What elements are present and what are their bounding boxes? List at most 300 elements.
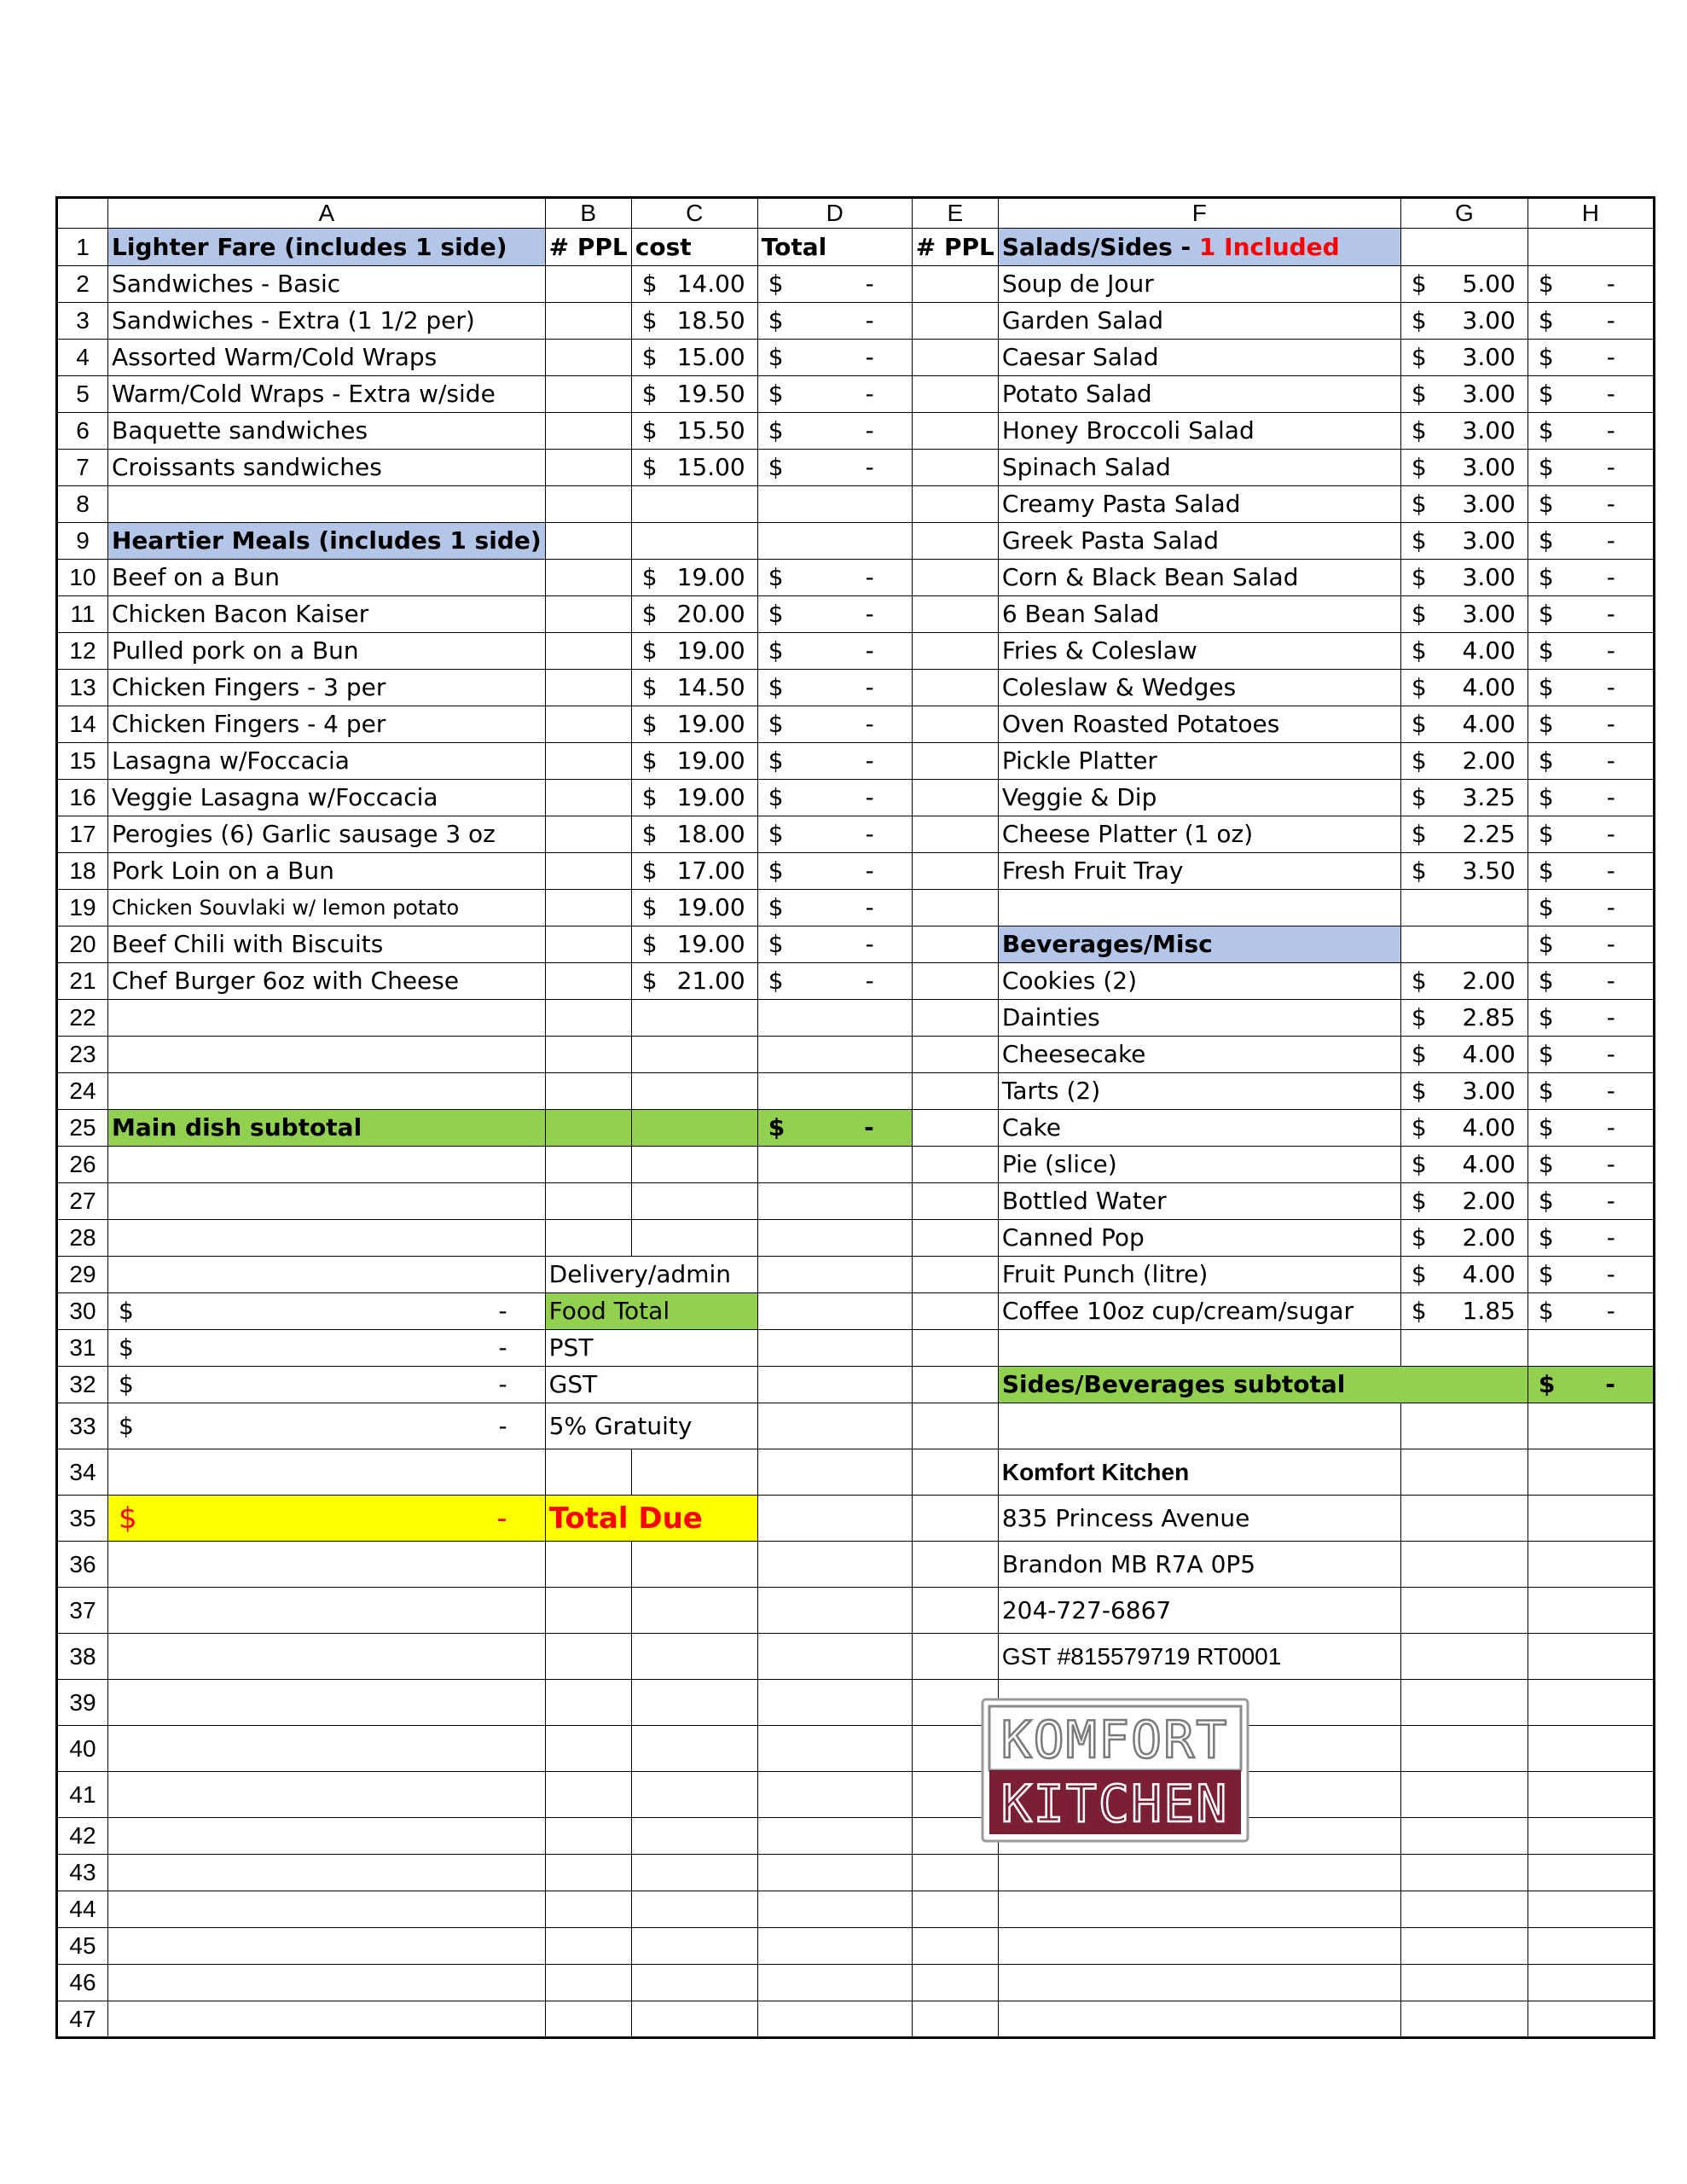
empty-cell[interactable] (912, 1496, 998, 1542)
currency-symbol: $ (641, 563, 658, 591)
empty-cell[interactable] (912, 1257, 998, 1293)
empty-cell[interactable] (1528, 1818, 1654, 1855)
empty-cell[interactable] (545, 1588, 631, 1634)
ppl-input[interactable] (912, 450, 998, 486)
ppl-input[interactable] (912, 560, 998, 596)
amount-dash: - (1606, 526, 1615, 555)
side-item-total (1528, 340, 1654, 376)
empty-cell[interactable] (631, 1818, 757, 1855)
empty-cell[interactable] (545, 1855, 631, 1891)
beverage-item-total (1528, 1110, 1654, 1147)
empty-cell[interactable] (757, 1542, 912, 1588)
ppl-input[interactable] (545, 816, 631, 853)
ppl-input[interactable] (545, 963, 631, 1000)
side-item-name: Cheese Platter (1 oz) (998, 816, 1400, 853)
empty-cell[interactable] (1400, 1772, 1528, 1818)
empty-cell[interactable] (108, 1588, 546, 1634)
empty-cell[interactable] (998, 1928, 1400, 1965)
empty-cell[interactable] (545, 1449, 631, 1496)
empty-cell[interactable] (545, 1680, 631, 1726)
empty-cell[interactable] (1400, 1634, 1528, 1680)
empty-cell[interactable] (631, 1588, 757, 1634)
empty-cell[interactable] (1528, 1330, 1654, 1367)
amount-dash: - (1606, 930, 1615, 958)
empty-cell[interactable] (998, 1855, 1400, 1891)
empty-cell[interactable] (108, 1680, 546, 1726)
row-number[interactable]: 17 (57, 816, 108, 853)
business-gst-number: GST #815579719 RT0001 (998, 1634, 1400, 1680)
empty-cell[interactable] (912, 1000, 998, 1037)
column-header-b[interactable]: B (545, 198, 631, 229)
empty-cell[interactable] (631, 1147, 757, 1183)
row-number[interactable]: 30 (57, 1293, 108, 1330)
ppl-input[interactable] (545, 706, 631, 743)
row-number[interactable]: 29 (57, 1257, 108, 1293)
amount-value: 4.00 (1462, 636, 1516, 665)
empty-cell[interactable] (631, 1680, 757, 1726)
amount-dash: - (865, 857, 874, 885)
ppl-input[interactable] (912, 670, 998, 706)
row-number[interactable]: 42 (57, 1818, 108, 1855)
empty-cell[interactable] (912, 1147, 998, 1183)
amount-dash: - (865, 783, 874, 811)
empty-cell[interactable] (912, 1110, 998, 1147)
empty-cell[interactable] (1528, 1965, 1654, 2001)
side-item-price (1400, 560, 1528, 596)
ppl-input[interactable] (912, 816, 998, 853)
empty-cell[interactable] (108, 1449, 546, 1496)
amount-dash: - (1606, 893, 1615, 921)
ppl-input[interactable] (912, 266, 998, 303)
empty-cell[interactable] (545, 1634, 631, 1680)
ppl-input[interactable] (912, 376, 998, 413)
empty-cell[interactable] (108, 1726, 546, 1772)
sheet-row (57, 266, 1655, 303)
row-number[interactable]: 19 (57, 890, 108, 926)
amount-dash: - (865, 746, 874, 775)
empty-cell[interactable] (631, 2001, 757, 2038)
empty-cell[interactable] (631, 1855, 757, 1891)
column-header-c[interactable]: C (631, 198, 757, 229)
empty-cell[interactable] (757, 1496, 912, 1542)
empty-cell[interactable] (757, 1634, 912, 1680)
empty-cell[interactable] (108, 1220, 546, 1257)
amount-dash: - (496, 1501, 507, 1536)
column-header-a[interactable]: A (108, 198, 546, 229)
empty-cell[interactable] (108, 1037, 546, 1073)
empty-cell[interactable] (1400, 890, 1528, 926)
empty-cell[interactable] (108, 1965, 546, 2001)
empty-cell[interactable] (631, 1220, 757, 1257)
empty-cell[interactable] (757, 2001, 912, 2038)
row-number[interactable]: 2 (57, 266, 108, 303)
empty-cell[interactable] (108, 1772, 546, 1818)
empty-cell[interactable] (757, 1183, 912, 1220)
empty-cell[interactable] (757, 523, 912, 560)
beverage-item-price (1400, 1073, 1528, 1110)
sides-beverages-subtotal-value (1528, 1367, 1654, 1403)
empty-cell[interactable] (757, 1772, 912, 1818)
ppl-input[interactable] (545, 376, 631, 413)
row-number[interactable]: 35 (57, 1496, 108, 1542)
empty-cell[interactable] (757, 1073, 912, 1110)
empty-cell[interactable] (1400, 1726, 1528, 1772)
empty-cell[interactable] (912, 1367, 998, 1403)
ppl-input[interactable] (545, 890, 631, 926)
row-number[interactable]: 23 (57, 1037, 108, 1073)
ppl-input[interactable] (545, 743, 631, 780)
ppl-input[interactable] (912, 963, 998, 1000)
row-number[interactable]: 41 (57, 1772, 108, 1818)
row-number[interactable]: 10 (57, 560, 108, 596)
empty-cell[interactable] (757, 1147, 912, 1183)
row-number[interactable]: 45 (57, 1928, 108, 1965)
beverage-item-name: Tarts (2) (998, 1073, 1400, 1110)
row-number[interactable]: 12 (57, 633, 108, 670)
empty-cell[interactable] (912, 1855, 998, 1891)
row-number[interactable]: 9 (57, 523, 108, 560)
empty-cell[interactable] (1528, 1726, 1654, 1772)
row-number[interactable]: 21 (57, 963, 108, 1000)
empty-cell[interactable] (631, 486, 757, 523)
amount-value: 3.00 (1462, 380, 1516, 408)
empty-cell[interactable] (545, 1818, 631, 1855)
sheet-row (57, 1680, 1655, 1726)
row-number[interactable]: 15 (57, 743, 108, 780)
row-number[interactable]: 13 (57, 670, 108, 706)
empty-cell[interactable] (1528, 1891, 1654, 1928)
beverage-item-name: Cookies (2) (998, 963, 1400, 1000)
row-number[interactable]: 27 (57, 1183, 108, 1220)
side-item-price (1400, 523, 1528, 560)
empty-cell[interactable] (757, 1037, 912, 1073)
empty-cell[interactable] (631, 1772, 757, 1818)
empty-cell[interactable] (912, 1183, 998, 1220)
ppl-input[interactable] (545, 340, 631, 376)
empty-cell[interactable] (545, 1147, 631, 1183)
beverage-item-name: Cake (998, 1110, 1400, 1147)
empty-cell[interactable] (108, 1855, 546, 1891)
column-header-g[interactable]: G (1400, 198, 1528, 229)
row-number[interactable]: 26 (57, 1147, 108, 1183)
empty-cell[interactable] (757, 1403, 912, 1449)
subtotal-filler[interactable] (631, 1110, 757, 1147)
side-item-name: Fries & Coleslaw (998, 633, 1400, 670)
empty-cell[interactable] (1400, 1680, 1528, 1726)
empty-cell[interactable] (757, 1726, 912, 1772)
empty-cell[interactable] (1400, 1588, 1528, 1634)
amount-dash: - (865, 270, 874, 298)
ppl-input[interactable] (912, 413, 998, 450)
empty-cell[interactable] (631, 1449, 757, 1496)
row-number[interactable]: 44 (57, 1891, 108, 1928)
empty-cell[interactable] (631, 1037, 757, 1073)
ppl-input[interactable] (545, 266, 631, 303)
row-number[interactable]: 18 (57, 853, 108, 890)
empty-cell[interactable] (631, 1634, 757, 1680)
empty-cell[interactable] (631, 1726, 757, 1772)
empty-cell[interactable] (912, 1588, 998, 1634)
empty-cell[interactable] (757, 1293, 912, 1330)
empty-cell[interactable] (757, 1891, 912, 1928)
amount-dash: - (1606, 600, 1615, 628)
row-number[interactable]: 37 (57, 1588, 108, 1634)
amount-dash: - (865, 380, 874, 408)
ppl-input[interactable] (912, 340, 998, 376)
row-number[interactable]: 16 (57, 780, 108, 816)
empty-cell[interactable] (912, 1542, 998, 1588)
empty-cell[interactable] (1400, 1855, 1528, 1891)
empty-cell[interactable] (1528, 1855, 1654, 1891)
empty-cell[interactable] (912, 1891, 998, 1928)
subtotal-filler[interactable] (545, 1110, 631, 1147)
empty-cell[interactable] (1528, 229, 1654, 266)
empty-cell[interactable] (108, 486, 546, 523)
ppl-input[interactable] (912, 743, 998, 780)
empty-cell[interactable] (912, 1037, 998, 1073)
ppl-input[interactable] (545, 560, 631, 596)
side-item-total (1528, 413, 1654, 450)
empty-cell[interactable] (108, 1634, 546, 1680)
empty-cell[interactable] (1400, 1496, 1528, 1542)
row-number[interactable]: 7 (57, 450, 108, 486)
empty-cell[interactable] (912, 1220, 998, 1257)
empty-cell[interactable] (545, 1000, 631, 1037)
empty-cell[interactable] (1400, 1330, 1528, 1367)
empty-cell[interactable] (1528, 1634, 1654, 1680)
ppl-input[interactable] (545, 926, 631, 963)
menu-item-name: Assorted Warm/Cold Wraps (108, 340, 546, 376)
row-number[interactable]: 36 (57, 1542, 108, 1588)
empty-cell[interactable] (631, 1073, 757, 1110)
row-number[interactable]: 39 (57, 1680, 108, 1726)
side-item-total (1528, 853, 1654, 890)
empty-cell[interactable] (631, 1000, 757, 1037)
empty-cell[interactable] (545, 1726, 631, 1772)
empty-cell[interactable] (912, 1073, 998, 1110)
empty-cell[interactable] (912, 1330, 998, 1367)
row-number[interactable]: 46 (57, 1965, 108, 2001)
row-number[interactable]: 8 (57, 486, 108, 523)
empty-cell[interactable] (1400, 1818, 1528, 1855)
row-number[interactable]: 40 (57, 1726, 108, 1772)
row-number[interactable]: 14 (57, 706, 108, 743)
empty-cell[interactable] (1400, 1542, 1528, 1588)
empty-cell[interactable] (1528, 1449, 1654, 1496)
currency-symbol: $ (641, 306, 658, 334)
ppl-input[interactable] (545, 633, 631, 670)
empty-cell[interactable] (912, 1634, 998, 1680)
empty-cell[interactable] (757, 1680, 912, 1726)
empty-cell[interactable] (998, 1965, 1400, 2001)
amount-dash: - (865, 600, 874, 628)
empty-cell[interactable] (545, 1928, 631, 1965)
ppl-input[interactable] (912, 596, 998, 633)
side-item-price (1400, 780, 1528, 816)
ppl-input[interactable] (545, 450, 631, 486)
empty-cell[interactable] (545, 1183, 631, 1220)
empty-cell[interactable] (757, 1588, 912, 1634)
column-header-f[interactable]: F (998, 198, 1400, 229)
ppl-input[interactable] (545, 413, 631, 450)
empty-cell[interactable] (1400, 1891, 1528, 1928)
empty-cell[interactable] (912, 1965, 998, 2001)
empty-cell[interactable] (108, 1147, 546, 1183)
row-number[interactable]: 28 (57, 1220, 108, 1257)
empty-cell[interactable] (1528, 1928, 1654, 1965)
empty-cell[interactable] (757, 1965, 912, 2001)
empty-cell[interactable] (545, 1891, 631, 1928)
empty-cell[interactable] (998, 1891, 1400, 1928)
ppl-input[interactable] (545, 670, 631, 706)
empty-cell[interactable] (1528, 2001, 1654, 2038)
empty-cell[interactable] (1400, 1449, 1528, 1496)
column-header-h[interactable]: H (1528, 198, 1654, 229)
empty-cell[interactable] (757, 1257, 912, 1293)
main-dish-subtotal-value (757, 1110, 912, 1147)
empty-cell[interactable] (912, 1293, 998, 1330)
empty-cell[interactable] (1400, 2001, 1528, 2038)
empty-cell[interactable] (108, 1183, 546, 1220)
empty-cell[interactable] (631, 1928, 757, 1965)
row-number[interactable]: 20 (57, 926, 108, 963)
empty-cell[interactable] (108, 1073, 546, 1110)
empty-cell[interactable] (108, 1542, 546, 1588)
ppl-input[interactable] (912, 303, 998, 340)
row-number[interactable]: 31 (57, 1330, 108, 1367)
ppl-input[interactable] (912, 853, 998, 890)
empty-cell[interactable] (1528, 1542, 1654, 1588)
row-number[interactable]: 47 (57, 2001, 108, 2038)
row-number[interactable]: 24 (57, 1073, 108, 1110)
empty-cell[interactable] (912, 486, 998, 523)
currency-symbol: $ (1411, 1040, 1427, 1068)
currency-symbol: $ (1411, 673, 1427, 701)
empty-cell[interactable] (1528, 1403, 1654, 1449)
column-header-row (57, 198, 1655, 229)
column-header-d[interactable]: D (757, 198, 912, 229)
empty-cell[interactable] (998, 2001, 1400, 2038)
empty-cell[interactable] (998, 890, 1400, 926)
empty-cell[interactable] (545, 523, 631, 560)
column-header-e[interactable]: E (912, 198, 998, 229)
currency-symbol: $ (1411, 746, 1427, 775)
empty-cell[interactable] (631, 1965, 757, 2001)
empty-cell[interactable] (1400, 1965, 1528, 2001)
row-number[interactable]: 34 (57, 1449, 108, 1496)
row-number[interactable]: 43 (57, 1855, 108, 1891)
empty-cell[interactable] (757, 1928, 912, 1965)
row-number[interactable]: 11 (57, 596, 108, 633)
ppl-input[interactable] (912, 706, 998, 743)
empty-cell[interactable] (912, 523, 998, 560)
ppl-input[interactable] (545, 853, 631, 890)
empty-cell[interactable] (757, 1449, 912, 1496)
row-number[interactable]: 6 (57, 413, 108, 450)
empty-cell[interactable] (998, 1403, 1400, 1449)
empty-cell[interactable] (912, 1928, 998, 1965)
empty-cell[interactable] (757, 1330, 912, 1367)
row-number[interactable]: 38 (57, 1634, 108, 1680)
amount-dash: - (1605, 1370, 1615, 1398)
empty-cell[interactable] (1400, 229, 1528, 266)
empty-cell[interactable] (1528, 1680, 1654, 1726)
amount-value: 2.00 (1462, 1187, 1516, 1215)
ppl-input[interactable] (912, 926, 998, 963)
empty-cell[interactable] (631, 523, 757, 560)
empty-cell[interactable] (1528, 1496, 1654, 1542)
empty-cell[interactable] (631, 1891, 757, 1928)
empty-cell[interactable] (757, 1367, 912, 1403)
empty-cell[interactable] (108, 1257, 546, 1293)
empty-cell[interactable] (545, 2001, 631, 2038)
empty-cell[interactable] (108, 1000, 546, 1037)
empty-cell[interactable] (912, 1449, 998, 1496)
amount-dash: - (1606, 490, 1615, 518)
empty-cell[interactable] (545, 1542, 631, 1588)
empty-cell[interactable] (631, 1183, 757, 1220)
empty-cell[interactable] (545, 1220, 631, 1257)
empty-cell[interactable] (1400, 926, 1528, 963)
empty-cell[interactable] (108, 1891, 546, 1928)
empty-cell[interactable] (1400, 1928, 1528, 1965)
ppl-input[interactable] (545, 596, 631, 633)
ppl-input[interactable] (545, 780, 631, 816)
empty-cell[interactable] (912, 2001, 998, 2038)
menu-item-name: Sandwiches - Extra (1 1/2 per) (108, 303, 546, 340)
empty-cell[interactable] (1528, 1772, 1654, 1818)
empty-cell[interactable] (108, 1818, 546, 1855)
ppl-input[interactable] (912, 633, 998, 670)
row-number[interactable]: 22 (57, 1000, 108, 1037)
ppl-input[interactable] (545, 303, 631, 340)
row-number[interactable]: 3 (57, 303, 108, 340)
empty-cell[interactable] (757, 1818, 912, 1855)
empty-cell[interactable] (545, 486, 631, 523)
row-number[interactable]: 25 (57, 1110, 108, 1147)
empty-cell[interactable] (545, 1073, 631, 1110)
empty-cell[interactable] (631, 1542, 757, 1588)
currency-symbol: $ (119, 1297, 134, 1325)
empty-cell[interactable] (545, 1772, 631, 1818)
empty-cell[interactable] (757, 1220, 912, 1257)
empty-cell[interactable] (1400, 1403, 1528, 1449)
row-number[interactable]: 4 (57, 340, 108, 376)
empty-cell[interactable] (757, 1000, 912, 1037)
menu-item-name: Baquette sandwiches (108, 413, 546, 450)
empty-cell[interactable] (757, 486, 912, 523)
row-number[interactable]: 5 (57, 376, 108, 413)
empty-cell[interactable] (108, 1928, 546, 1965)
empty-cell[interactable] (757, 1855, 912, 1891)
currency-symbol: $ (119, 1333, 134, 1362)
empty-cell[interactable] (545, 1037, 631, 1073)
sheet-row (57, 1220, 1655, 1257)
empty-cell[interactable] (545, 1965, 631, 2001)
amount-dash: - (1606, 1003, 1615, 1031)
ppl-input[interactable] (912, 890, 998, 926)
empty-cell[interactable] (912, 1403, 998, 1449)
empty-cell[interactable] (108, 2001, 546, 2038)
ppl-input[interactable] (912, 780, 998, 816)
empty-cell[interactable] (998, 1330, 1400, 1367)
row-number[interactable]: 33 (57, 1403, 108, 1449)
menu-item-name: Veggie Lasagna w/Foccacia (108, 780, 546, 816)
amount-value: 19.00 (676, 636, 745, 665)
row-number[interactable]: 32 (57, 1367, 108, 1403)
empty-cell[interactable] (1528, 1588, 1654, 1634)
row-number[interactable]: 1 (57, 229, 108, 266)
